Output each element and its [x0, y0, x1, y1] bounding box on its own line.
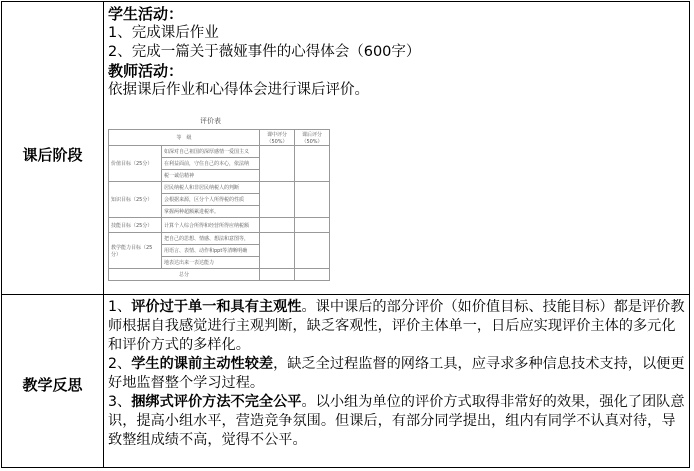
reflection-key-point: 学生的课前主动性较差	[131, 356, 274, 372]
reflection-key-point: 评价过于单一和具有主观性	[131, 299, 302, 315]
stage-label-reflection: 教学反思	[22, 376, 83, 394]
stage-label-after-class: 课后阶段	[22, 146, 83, 164]
reflection-num: 3、	[108, 394, 132, 410]
eval-criterion: 会根据来源，区分个人所得税的性质	[162, 194, 260, 206]
reflection-text: 。以小组为单位的评价方式取得非常好的效果，强化了团队意识，提高小组水平，营造竞争氛围。但课后，有部分同学提出，组内有同学不认真对待，导致整组成绩不高，觉得不公平。	[108, 394, 685, 448]
eval-criterion: 把自己的思想、情感、想法和意图等，	[162, 233, 260, 245]
reflection-key-point: 捆绑式评价方法不完全公平	[131, 394, 302, 410]
reflection-content	[108, 298, 688, 450]
reflection-item	[108, 298, 688, 355]
reflection-num: 1、	[108, 299, 132, 315]
eval-criterion: 居民纳税人和非居民纳税人的判断	[162, 182, 260, 194]
eval-criterion: 如深对自己祖国的深厚感情一爱国主义	[162, 146, 260, 158]
eval-criterion: 在利益面前，守住自己的本心，依法纳	[162, 158, 260, 170]
eval-group-name: 知识目标（25分）	[109, 182, 162, 218]
eval-group-name: 价值目标（25分）	[109, 146, 162, 182]
eval-criterion: 计算个人综合所得和经营所得应纳税额	[162, 218, 260, 233]
student-activity-item: 1、完成课后作业	[108, 25, 219, 41]
reflection-text: 。课中课后的部分评价（如价值目标、技能目标）都是评价教师根据自我感觉进行主观判断，缺乏客观性，评价主体单一，日后应实现评价主体的多元化和评价方式的多样化。	[108, 299, 685, 353]
student-activity-heading: 学生活动：	[108, 5, 184, 23]
reflection-text: ，缺乏全过程监督的网络工具，应寻求多种信息技术支持，以便更好地监督整个学习过程。	[108, 356, 685, 391]
student-activity-item: 2、完成一篇关于薇娅事件的心得体会（600字）	[108, 44, 421, 60]
eval-table-title: 评价表	[200, 117, 221, 125]
eval-criterion: 用语言、表情、动作和ppt等清晰明确	[162, 245, 260, 257]
teacher-activity-text: 依据课后作业和心得体会进行课后评价。	[108, 82, 369, 98]
reflection-num: 2、	[108, 356, 132, 372]
eval-total-label: 总分	[109, 269, 260, 281]
reflection-item	[108, 393, 688, 450]
teacher-activity-heading: 教师活动：	[108, 62, 184, 80]
eval-group-name: 技能目标（25分）	[109, 218, 162, 233]
eval-criterion: 掌握两种超额累进税率。	[162, 206, 260, 218]
eval-header-in-class: 课中评分（50%）	[260, 130, 295, 146]
eval-header-level: 等 级	[109, 130, 260, 146]
lesson-plan-table	[1, 1, 690, 468]
evaluation-table	[108, 129, 330, 281]
row-divider	[2, 294, 689, 295]
reflection-item	[108, 355, 688, 393]
column-divider	[103, 2, 104, 467]
eval-criterion: 地表达出来一表达能力	[162, 257, 260, 269]
eval-group-name: 教学能力目标（25分）	[109, 233, 162, 269]
after-class-content	[108, 5, 688, 100]
eval-header-after-class: 课后评分（50%）	[295, 130, 330, 146]
eval-criterion: 税一诚信精神	[162, 170, 260, 182]
